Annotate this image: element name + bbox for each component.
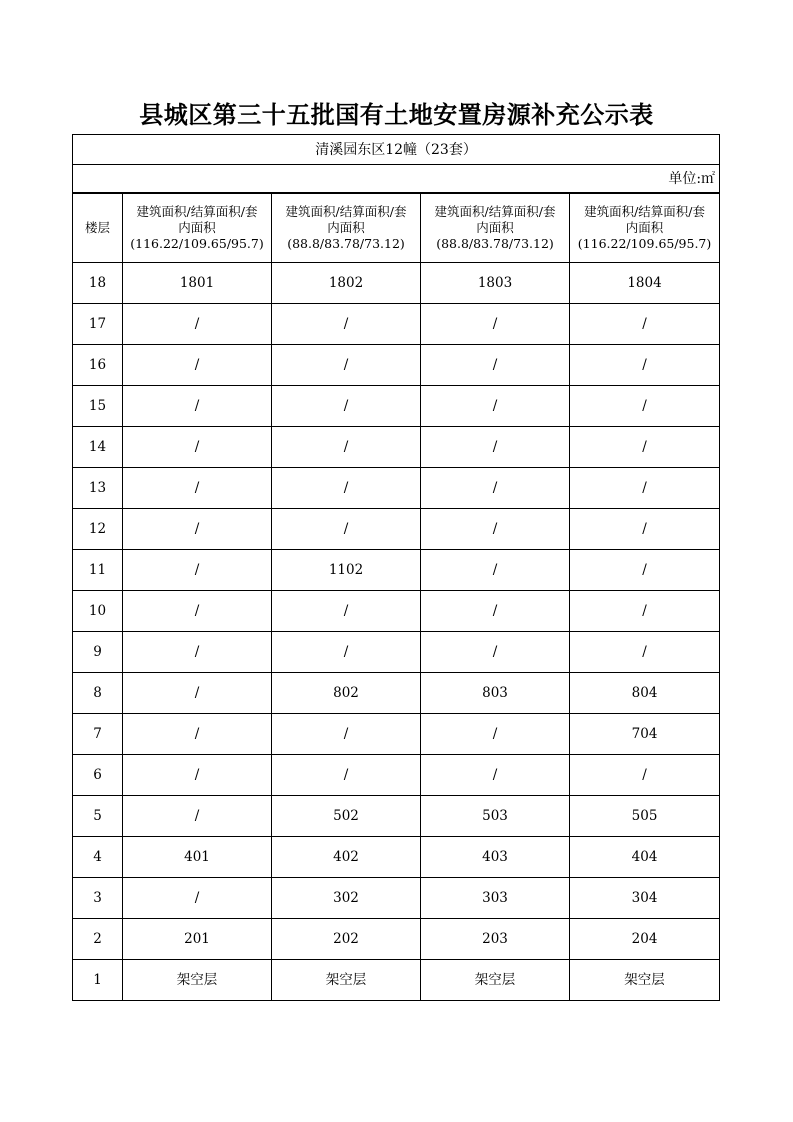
unit-cell: / (123, 714, 272, 755)
unit-cell: / (272, 468, 421, 509)
unit-cell: / (421, 468, 570, 509)
unit-row (73, 165, 720, 194)
unit-cell: / (421, 755, 570, 796)
unit-cell: / (570, 509, 720, 550)
unit-cell: / (570, 632, 720, 673)
subtitle-row (73, 135, 720, 165)
building-subtitle: 清溪园东区12幢（23套） (73, 135, 720, 165)
unit-cell: / (421, 550, 570, 591)
column-header-4 (570, 193, 720, 263)
floor-cell: 6 (73, 755, 123, 796)
unit-cell: 架空层 (123, 960, 272, 1001)
unit-cell: / (272, 714, 421, 755)
floor-cell: 11 (73, 550, 123, 591)
floor-cell: 13 (73, 468, 123, 509)
unit-cell: 304 (570, 878, 720, 919)
unit-cell: 802 (272, 673, 421, 714)
floor-cell: 8 (73, 673, 123, 714)
floor-cell: 14 (73, 427, 123, 468)
unit-cell: / (272, 386, 421, 427)
unit-cell: / (123, 304, 272, 345)
table-row (73, 427, 720, 468)
floor-header: 楼层 (73, 193, 123, 263)
floor-cell: 5 (73, 796, 123, 837)
unit-cell: 505 (570, 796, 720, 837)
unit-cell: / (272, 304, 421, 345)
unit-cell: 201 (123, 919, 272, 960)
unit-cell: / (272, 427, 421, 468)
unit-label: 单位:㎡ (73, 165, 720, 194)
unit-cell: / (123, 632, 272, 673)
unit-cell: / (421, 714, 570, 755)
unit-cell: 1803 (421, 263, 570, 304)
column-header-4-line2: 内面积 (625, 220, 664, 235)
table-row (73, 591, 720, 632)
table-row (73, 837, 720, 878)
floor-cell: 16 (73, 345, 123, 386)
unit-cell: / (123, 550, 272, 591)
table-row (73, 263, 720, 304)
unit-cell: / (123, 468, 272, 509)
unit-cell: / (123, 509, 272, 550)
table-row (73, 796, 720, 837)
column-header-4-line1: 建筑面积/结算面积/套 (584, 204, 705, 219)
unit-cell: 架空层 (272, 960, 421, 1001)
table-row (73, 714, 720, 755)
unit-cell: / (123, 386, 272, 427)
unit-cell: 架空层 (570, 960, 720, 1001)
unit-cell: / (123, 345, 272, 386)
unit-cell: / (123, 878, 272, 919)
unit-cell: / (570, 304, 720, 345)
floor-cell: 15 (73, 386, 123, 427)
table-row (73, 632, 720, 673)
unit-cell: 803 (421, 673, 570, 714)
unit-cell: / (272, 591, 421, 632)
unit-cell: / (421, 632, 570, 673)
table-row (73, 673, 720, 714)
unit-cell: / (421, 304, 570, 345)
unit-cell: 1102 (272, 550, 421, 591)
floor-cell: 3 (73, 878, 123, 919)
unit-cell: / (272, 755, 421, 796)
unit-cell: / (570, 386, 720, 427)
unit-cell: / (570, 345, 720, 386)
unit-cell: / (123, 755, 272, 796)
unit-cell: / (570, 755, 720, 796)
floor-cell: 4 (73, 837, 123, 878)
unit-cell: / (272, 509, 421, 550)
floor-cell: 10 (73, 591, 123, 632)
unit-cell: 架空层 (421, 960, 570, 1001)
column-header-1-line2: 内面积 (178, 220, 216, 235)
table-row (73, 304, 720, 345)
unit-cell: / (421, 509, 570, 550)
unit-cell: 302 (272, 878, 421, 919)
unit-cell: 1801 (123, 263, 272, 304)
column-header-1-line3: (116.22/109.65/95.7) (130, 236, 264, 251)
column-header-3-line1: 建筑面积/结算面积/套 (434, 204, 556, 219)
unit-cell: 303 (421, 878, 570, 919)
floor-cell: 17 (73, 304, 123, 345)
column-header-2-line3: (88.8/83.78/73.12) (287, 236, 405, 251)
floor-cell: 18 (73, 263, 123, 304)
column-header-1-line1: 建筑面积/结算面积/套 (136, 204, 258, 219)
unit-cell: / (570, 468, 720, 509)
table-row (73, 468, 720, 509)
unit-cell: 1802 (272, 263, 421, 304)
unit-cell: 401 (123, 837, 272, 878)
unit-cell: / (123, 427, 272, 468)
column-header-3 (421, 193, 570, 263)
unit-cell: 403 (421, 837, 570, 878)
column-header-1 (123, 193, 272, 263)
unit-cell: 502 (272, 796, 421, 837)
column-header-2 (272, 193, 421, 263)
unit-cell: / (272, 632, 421, 673)
column-header-2-line2: 内面积 (327, 220, 365, 235)
table-row (73, 878, 720, 919)
allocation-table (72, 134, 720, 1001)
header-row (73, 193, 720, 263)
floor-cell: 9 (73, 632, 123, 673)
unit-cell: 202 (272, 919, 421, 960)
unit-cell: 203 (421, 919, 570, 960)
unit-cell: / (123, 796, 272, 837)
unit-cell: 503 (421, 796, 570, 837)
unit-cell: / (272, 345, 421, 386)
page-title: 县城区第三十五批国有土地安置房源补充公示表 (139, 101, 654, 129)
floor-cell: 2 (73, 919, 123, 960)
unit-cell: 204 (570, 919, 720, 960)
table-row (73, 919, 720, 960)
table-row (73, 960, 720, 1001)
unit-cell: 704 (570, 714, 720, 755)
unit-cell: / (570, 427, 720, 468)
unit-cell: 1804 (570, 263, 720, 304)
floor-cell: 12 (73, 509, 123, 550)
table-row (73, 345, 720, 386)
floor-cell: 7 (73, 714, 123, 755)
unit-cell: / (570, 550, 720, 591)
floor-cell: 1 (73, 960, 123, 1001)
column-header-3-line2: 内面积 (476, 220, 514, 235)
table-row (73, 509, 720, 550)
unit-cell: / (421, 591, 570, 632)
unit-cell: / (123, 591, 272, 632)
unit-cell: / (421, 386, 570, 427)
table-row (73, 755, 720, 796)
unit-cell: / (421, 345, 570, 386)
unit-cell: / (123, 673, 272, 714)
column-header-2-line1: 建筑面积/结算面积/套 (285, 204, 407, 219)
unit-cell: 804 (570, 673, 720, 714)
unit-cell: 402 (272, 837, 421, 878)
unit-cell: / (570, 591, 720, 632)
table-row (73, 386, 720, 427)
column-header-3-line3: (88.8/83.78/73.12) (436, 236, 554, 251)
unit-cell: 404 (570, 837, 720, 878)
column-header-4-line3: (116.22/109.65/95.7) (577, 236, 712, 251)
unit-cell: / (421, 427, 570, 468)
table-row (73, 550, 720, 591)
